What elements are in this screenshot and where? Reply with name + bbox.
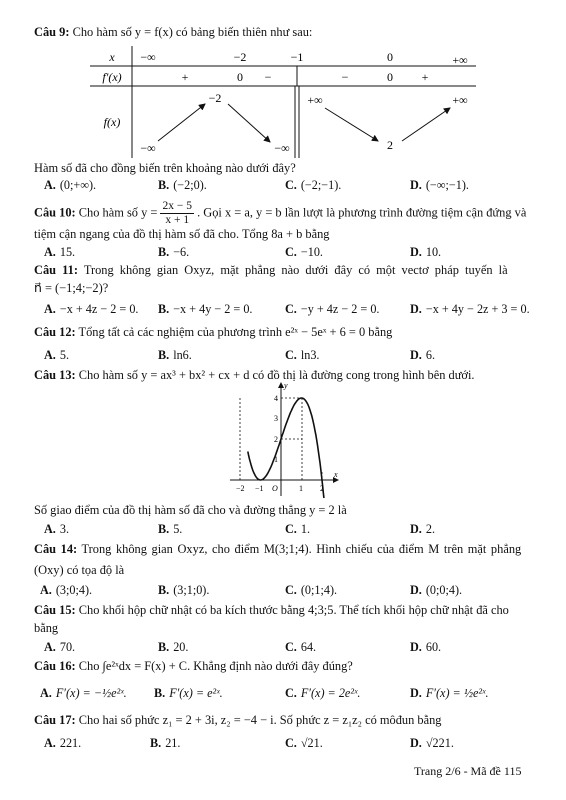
x-val: −∞	[140, 50, 156, 64]
row-x-label: x	[109, 50, 115, 64]
option[interactable]: B. −x + 4y − 2 = 0.	[158, 302, 253, 316]
option[interactable]: A. 15.	[44, 245, 76, 259]
sign: 0	[387, 70, 393, 84]
option[interactable]: C. ln3.	[285, 348, 320, 362]
option[interactable]: B. (3;1;0).	[158, 583, 210, 597]
option[interactable]: C. −10.	[285, 245, 323, 259]
option[interactable]: D. 10.	[410, 245, 442, 259]
q9-stem	[34, 24, 312, 41]
option[interactable]: B. −6.	[158, 245, 190, 259]
option[interactable]: D. √221.	[410, 736, 454, 750]
option[interactable]: C. (−2;−1).	[285, 178, 342, 192]
q11-line2: n⃗ = (−1;4;−2)?	[34, 281, 109, 295]
q15-line1	[34, 602, 509, 619]
option[interactable]: B. (−2;0).	[158, 178, 207, 192]
x-axis-label: x	[334, 470, 338, 479]
option[interactable]: D. 2.	[410, 522, 435, 536]
q10-text-b: . Gọi x = a, y = b lần lượt là phương trình đường tiệm cận đứng và	[197, 205, 527, 220]
q14-line1	[34, 541, 521, 558]
q13-label: Câu 13:	[34, 368, 76, 382]
option[interactable]: B. ln6.	[158, 348, 192, 362]
option[interactable]: D. 60.	[410, 640, 442, 654]
q16-label: Câu 16:	[34, 659, 76, 673]
option[interactable]: D. (−∞;−1).	[410, 178, 469, 192]
cubic-graph	[226, 380, 342, 498]
x-val: −1	[290, 50, 304, 64]
q10-fraction	[160, 200, 194, 227]
option[interactable]: D. (0;0;4).	[410, 583, 463, 597]
option[interactable]: A. 70.	[44, 640, 76, 654]
x-tick: −2	[236, 484, 245, 493]
option[interactable]: C. 1.	[285, 522, 310, 536]
q15-line2: bằng	[34, 621, 59, 635]
f-val: +∞	[452, 93, 468, 107]
option[interactable]: D. −x + 4y − 2z + 3 = 0.	[410, 302, 530, 316]
option[interactable]: D. 6.	[410, 348, 435, 362]
fraction-denominator: x + 1	[165, 214, 190, 226]
x-tick: −1	[255, 484, 264, 493]
row-f-label: f(x)	[103, 115, 121, 129]
f-val: −∞	[274, 141, 290, 155]
q16-stem	[34, 658, 353, 675]
cubic-curve	[248, 398, 324, 498]
y-axis-label: y	[284, 381, 288, 390]
f-val: −2	[208, 91, 222, 105]
x-val: +∞	[452, 53, 468, 67]
y-tick: 2	[274, 435, 278, 444]
sign: −	[341, 70, 349, 84]
arrow-up	[402, 108, 450, 141]
origin-label: O	[272, 484, 278, 493]
q10-line2: tiệm cận ngang của đồ thị hàm số đã cho. Tổng 8a + b bằng	[34, 227, 330, 241]
sign: +	[421, 70, 429, 84]
option[interactable]: A. (0;+∞).	[44, 178, 97, 192]
y-tick: 1	[274, 455, 278, 464]
f-val: −∞	[140, 141, 156, 155]
f-val: 2	[387, 138, 393, 152]
option[interactable]: A. 5.	[44, 348, 69, 362]
option[interactable]: C. (0;1;4).	[285, 583, 338, 597]
q10-text-a: Cho hàm số y =	[78, 205, 158, 220]
q15-text: Cho khối hộp chữ nhật có ba kích thước bằng 4;3;5. Thể tích khối hộp chữ nhật đã cho	[78, 603, 509, 617]
q14-label: Câu 14:	[34, 542, 78, 556]
option[interactable]: B. 5.	[158, 522, 183, 536]
option[interactable]: C. 64.	[285, 640, 317, 654]
x-val: 0	[387, 50, 393, 64]
sign: +	[181, 70, 189, 84]
y-tick: 3	[274, 414, 278, 423]
arrow-down	[325, 108, 378, 141]
fraction-numerator: 2x − 5	[162, 200, 192, 212]
q10-line1	[34, 200, 526, 227]
q11-label: Câu 11:	[34, 263, 78, 277]
arrow-down	[228, 104, 270, 142]
q9-stem-text: Cho hàm số y = f(x) có bảng biến thiên như sau:	[72, 25, 313, 39]
option[interactable]: D. F′(x) = ½e²ˣ.	[410, 686, 489, 700]
option[interactable]: C. √21.	[285, 736, 323, 750]
q15-label: Câu 15:	[34, 603, 76, 617]
q13-text: Cho hàm số y = ax³ + bx² + cx + d có đồ thị là đường cong trong hình bên dưới.	[78, 368, 475, 382]
page-footer: Trang 2/6 - Mã đề 115	[414, 764, 522, 778]
row-fp-label: f′(x)	[102, 70, 122, 84]
x-val: −2	[233, 50, 247, 64]
option[interactable]: A. 3.	[44, 522, 69, 536]
q12-label: Câu 12:	[34, 325, 76, 339]
x-tick: 1	[299, 484, 303, 493]
q16-text: Cho ∫e²ˣdx = F(x) + C. Khẳng định nào dưới đây đúng?	[78, 659, 353, 673]
option[interactable]: B. F′(x) = e²ˣ.	[154, 686, 223, 700]
f-val: +∞	[307, 93, 323, 107]
option[interactable]: B. 20.	[158, 640, 189, 654]
q17-stem	[34, 712, 442, 729]
arrow-up	[158, 104, 205, 141]
option[interactable]: A. (3;0;4).	[40, 583, 93, 597]
q17-label: Câu 17:	[34, 713, 76, 727]
q10-label: Câu 10:	[34, 205, 76, 220]
q14-text: Trong không gian Oxyz, cho điểm M(3;1;4). Hình chiếu của điểm M trên mặt phẳng	[81, 542, 522, 556]
y-tick: 4	[274, 394, 278, 403]
option[interactable]: B. 21.	[150, 736, 181, 750]
sign: 0	[237, 70, 243, 84]
x-tick: 2	[320, 484, 324, 493]
q11-text: Trong không gian Oxyz, mặt phẳng nào dưới đây có một vectơ pháp tuyến là	[83, 263, 508, 277]
option[interactable]: C. F′(x) = 2e²ˣ.	[285, 686, 361, 700]
option[interactable]: A. −x + 4z − 2 = 0.	[44, 302, 139, 316]
q11-line1	[34, 262, 508, 279]
q13-question: Số giao điểm của đồ thị hàm số đã cho và đường thẳng y = 2 là	[34, 503, 347, 517]
variation-table	[90, 46, 476, 158]
q9-question: Hàm số đã cho đồng biến trên khoảng nào dưới đây?	[34, 161, 296, 175]
option[interactable]: A. 221.	[44, 736, 82, 750]
option[interactable]: A. F′(x) = −½e²ˣ.	[40, 686, 127, 700]
option[interactable]: C. −y + 4z − 2 = 0.	[285, 302, 380, 316]
q17-text: Cho hai số phức z₁ = 2 + 3i, z₂ = −4 − i. Số phức z = z₁z₂ có môđun bằng	[78, 713, 442, 727]
q9-label: Câu 9:	[34, 25, 70, 39]
q12-text: Tổng tất cả các nghiệm của phương trình e²ˣ − 5eˣ + 6 = 0 bằng	[78, 325, 393, 339]
q12-stem	[34, 324, 392, 341]
q14-line2: (Oxy) có tọa độ là	[34, 563, 125, 577]
sign: −	[264, 70, 272, 84]
